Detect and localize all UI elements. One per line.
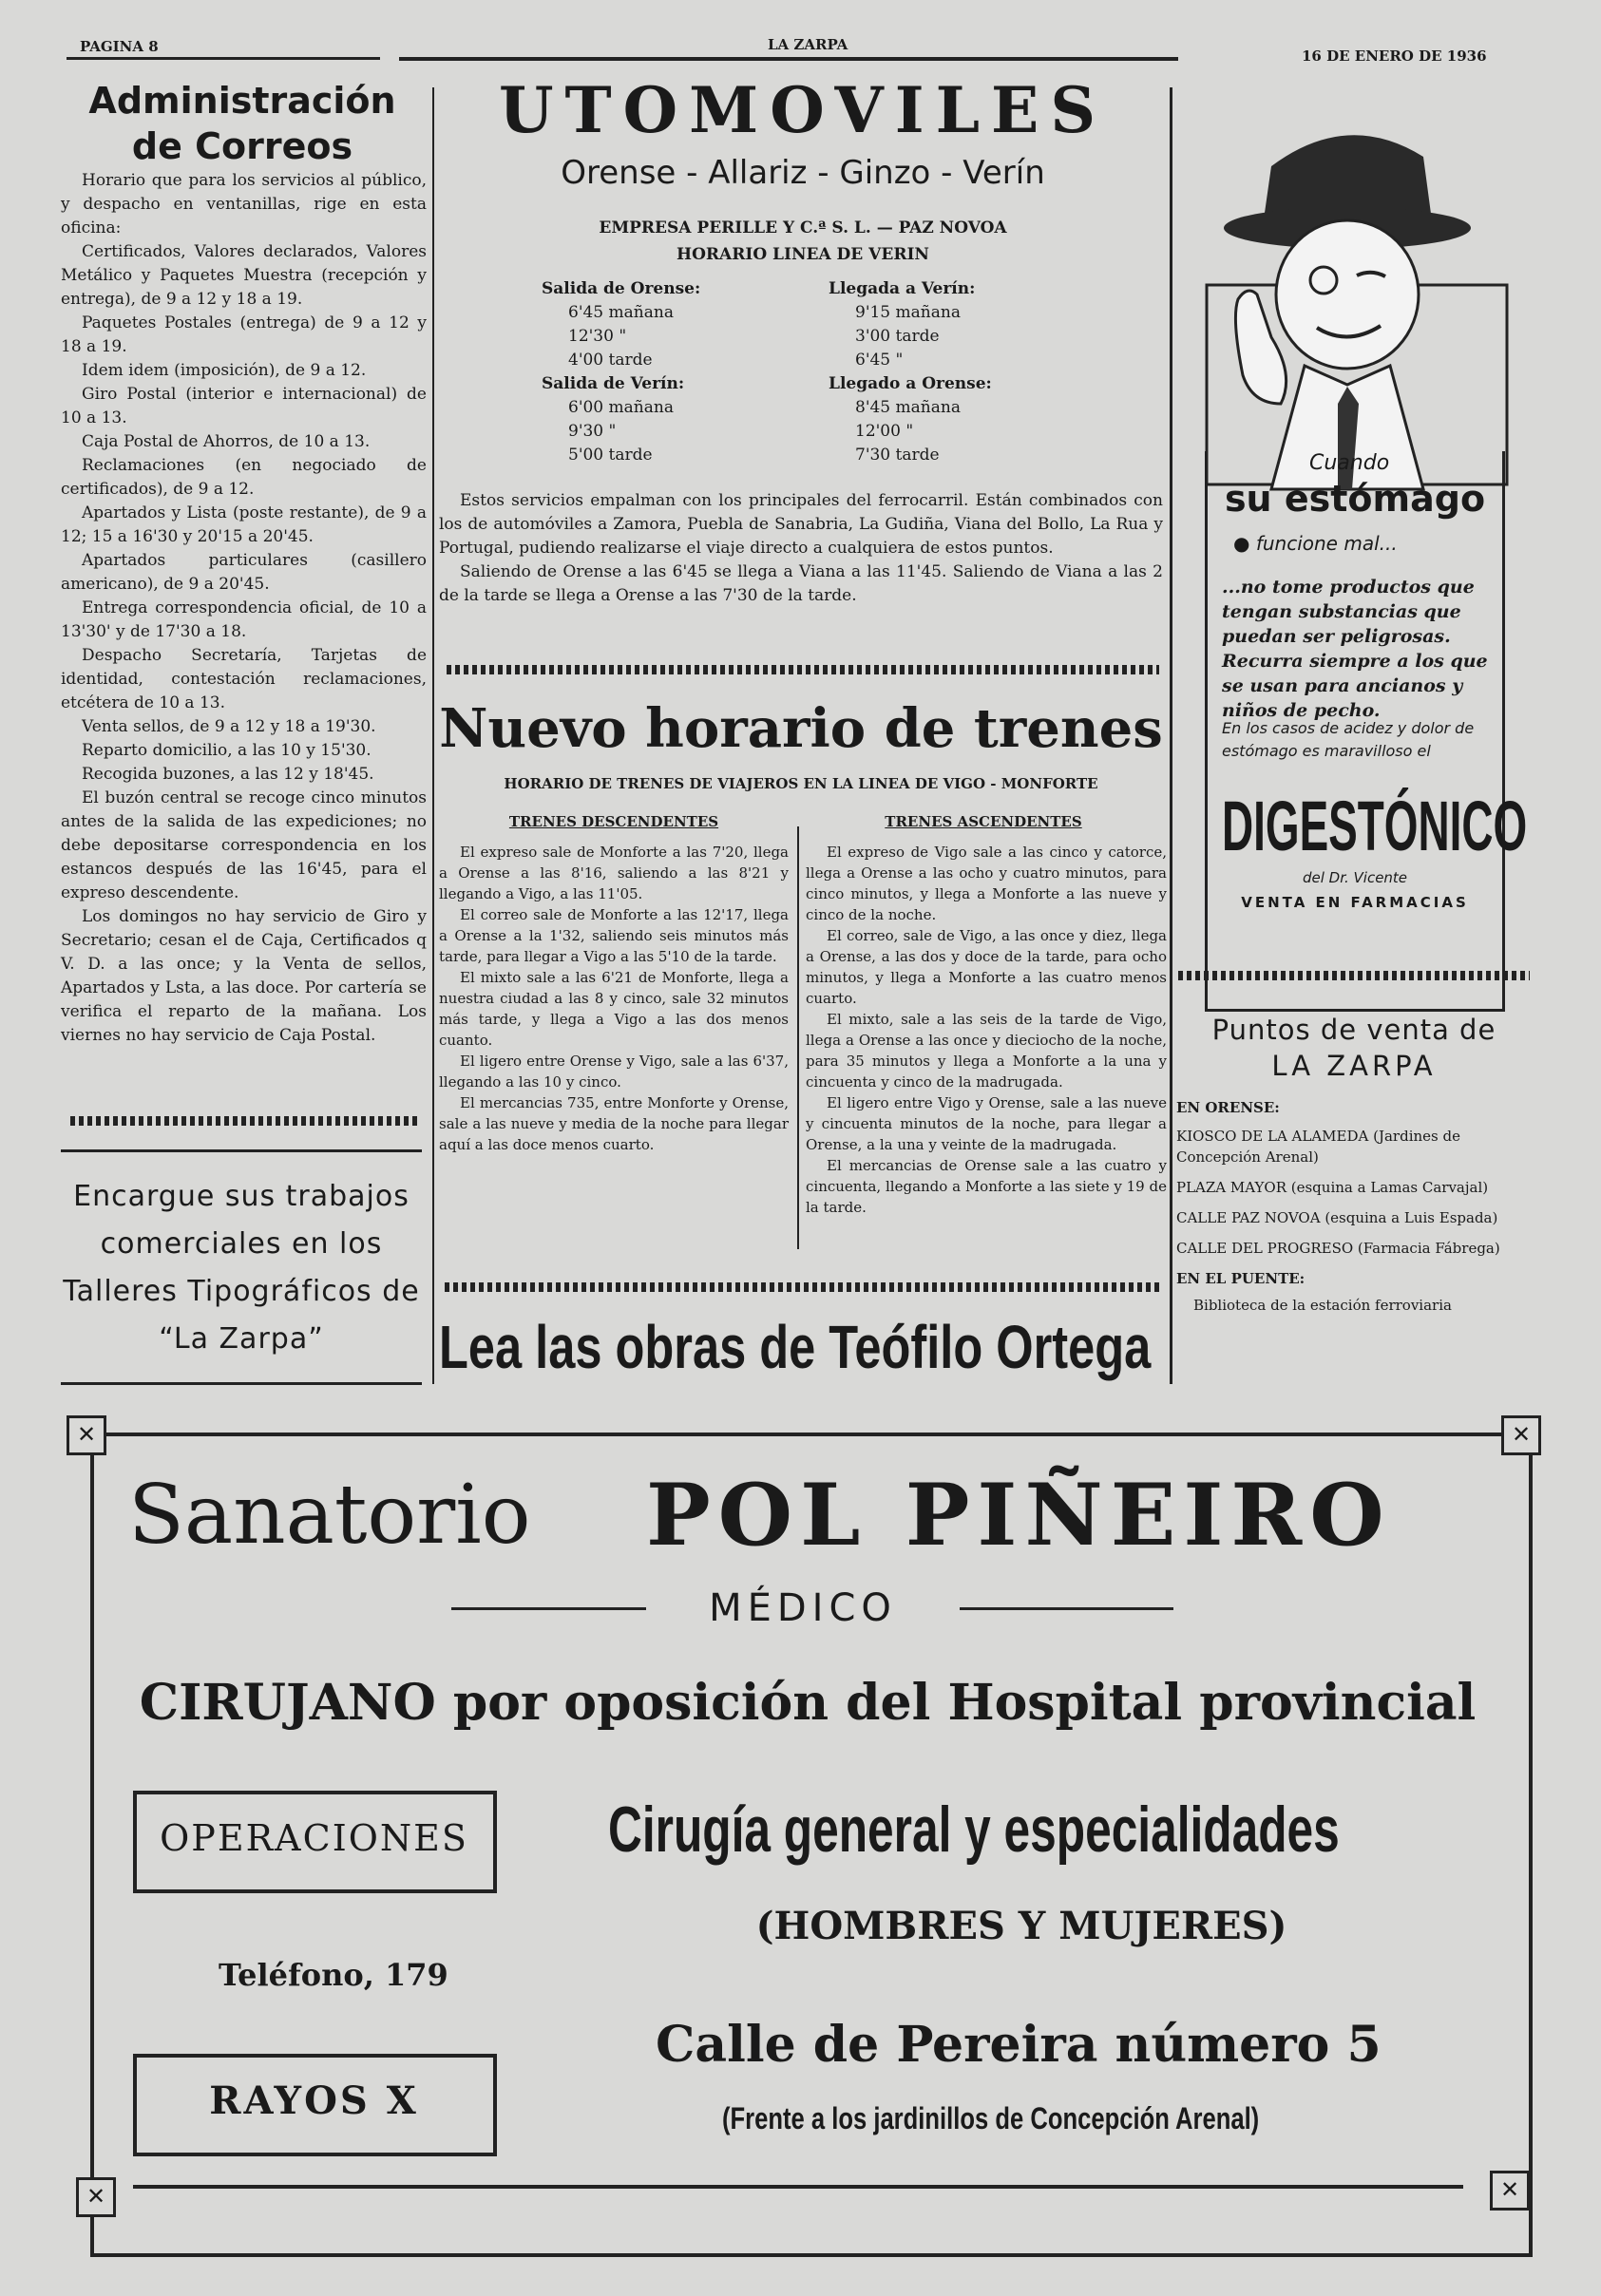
cirugia-box	[570, 1791, 1482, 1871]
automoviles-company: EMPRESA PERILLE Y C.ª S. L. — PAZ NOVOA	[599, 218, 1007, 237]
train-entry: El ligero entre Vigo y Orense, sale a las nueve y cincuenta minutos de la noche, para llegar a Orense, a la una y veinte de la madrugada.	[806, 1094, 1167, 1153]
corner-ornament-icon: ✕	[1490, 2171, 1530, 2211]
schedule-left	[542, 277, 827, 467]
ad-cuando: Cuando	[1309, 451, 1390, 475]
issue-date: 16 DE ENERO DE 1936	[1302, 47, 1487, 65]
man-illustration	[1205, 90, 1509, 489]
schedule-time: 12'30 "	[568, 327, 627, 346]
ad-brand: DIGESTÓNICO	[1222, 787, 1528, 865]
dotted-separator	[447, 665, 1159, 674]
puntos-item: CALLE DEL PROGRESO (Farmacia Fábrega)	[1176, 1240, 1500, 1257]
automoviles-note: Saliendo de Orense a las 6'45 se llega a Viana a las 11'45. Saliendo de Viana a las 2 de la tarde se llega a Orense a las 7'30 de la tarde.	[439, 562, 1163, 605]
sanatorio-cirugia: Cirugía general y especialidades	[608, 1793, 1340, 1866]
correos-paragraph: Idem idem (imposición), de 9 a 12.	[82, 361, 367, 380]
correos-paragraph: Apartados particulares (casillero americano), de 9 a 20'45.	[61, 551, 427, 594]
medico-rule	[960, 1607, 1173, 1610]
header-rule	[67, 57, 380, 60]
dotted-separator	[1178, 971, 1530, 980]
trenes-asc-heading: TRENES ASCENDENTES	[885, 813, 1082, 830]
correos-paragraph: Despacho Secretaría, Tarjetas de identidad, contestación reclamaciones, etcétera de 10 a 13.	[61, 646, 427, 712]
sanatorio-cirujano: CIRUJANO por oposición del Hospital provincial	[139, 1674, 1477, 1732]
trenes-subtitle: HORARIO DE TRENES DE VIAJEROS EN LA LINEA DE VIGO - MONFORTE	[504, 775, 1098, 792]
corner-ornament-icon: ✕	[76, 2177, 116, 2217]
sanatorio-operaciones: OPERACIONES	[160, 1817, 468, 1859]
trenes-descendentes	[439, 842, 789, 1155]
schedule-time: 9'15 mañana	[855, 303, 961, 322]
sanatorio-title-b: POL PIÑEIRO	[646, 1465, 1392, 1565]
automoviles-notes	[439, 489, 1163, 608]
correos-title	[67, 78, 418, 169]
ad-brand-box	[1222, 784, 1528, 871]
schedule-heading: Llegado a Orense:	[829, 374, 992, 393]
puntos-title-line: LA ZARPA	[1271, 1050, 1437, 1082]
automoviles-note: Estos servicios empalman con los principales del ferrocarril. Están combinados con los de automóviles a Zamora, Puebla de Sanabria, La Gudiña, Viana del Bollo, La Rua y Portugal, pudiendo realizarse el viaje directo a cualquiera de estos puntos.	[439, 491, 1163, 558]
column-rule	[797, 826, 799, 1249]
face	[1276, 220, 1419, 369]
schedule-time: 6'45 mañana	[568, 303, 674, 322]
correos-paragraph: Reclamaciones (en negociado de certificados), de 9 a 12.	[61, 456, 427, 499]
correos-title-line: Administración	[88, 80, 396, 122]
schedule-heading: Salida de Orense:	[542, 279, 701, 298]
header-rule	[399, 57, 1178, 61]
correos-paragraph: Paquetes Postales (entrega) de 9 a 12 y 18 a 19.	[61, 313, 427, 356]
sanatorio-title-a: Sanatorio	[128, 1468, 531, 1563]
train-entry: El expreso de Vigo sale a las cinco y catorce, llega a Orense a las ocho y cuatro minutos, para cinco minutos, y llega a Monforte a las nueve y cinco de la noche.	[806, 844, 1167, 923]
correos-body	[61, 169, 427, 1048]
sanatorio-rayos: RAYOS X	[209, 2078, 419, 2123]
correos-paragraph: El buzón central se recoge cinco minutos antes de la salida de las expediciones; no debe depositarse correspondencia en los estancos después de las 16'45, para el expreso descendente.	[61, 788, 427, 902]
schedule-time: 7'30 tarde	[855, 446, 940, 465]
ad-estomago: su estómago	[1224, 478, 1486, 520]
puntos-heading: EN ORENSE:	[1176, 1099, 1280, 1116]
correos-paragraph: Los domingos no hay servicio de Giro y Secretario; cesan el de Caja, Certificados q V. D. a las once; y la Venta de sellos, Apartados y Lsta, a las doce. Por cartería se verifica el reparto de la mañana. Los viernes no hay servicio de Caja Postal.	[61, 907, 427, 1045]
schedule-time: 12'00 "	[855, 422, 914, 441]
ad-casos: En los casos de acidez y dolor de estómago es maravilloso el	[1222, 719, 1475, 760]
puntos-list	[1176, 1097, 1533, 1316]
trenes-ascendentes	[806, 842, 1167, 1218]
teofilo-ad	[439, 1311, 1163, 1387]
ad-funcione-text: funcione mal...	[1255, 532, 1398, 555]
newspaper-title: LA ZARPA	[768, 36, 848, 53]
train-entry: El mercancias de Orense sale a las cuatro y cincuenta, llegando a Monforte a las siete y 19 de la tarde.	[806, 1157, 1167, 1216]
dotted-separator	[70, 1116, 417, 1126]
frente-box	[722, 2099, 1368, 2137]
correos-paragraph: Recogida buzones, a las 12 y 18'45.	[82, 765, 374, 784]
train-entry: El expreso sale de Monforte a las 7'20, llega a Orense a las 8'16, saliendo a las 8'21 y llegando a Vigo, a las 11'05.	[439, 844, 789, 902]
train-entry: El correo sale de Monforte a las 12'17, llega a Orense a la 1'32, saliendo seis minutos más tarde, para llegar a Vigo a las 5'10 de la tarde.	[439, 906, 789, 965]
talleres-ad: Encargue sus trabajos comerciales en los Talleres Tipográficos de “La Zarpa”	[63, 1180, 420, 1356]
sanatorio-hombres: (HOMBRES Y MUJERES)	[755, 1904, 1287, 1948]
train-entry: El correo, sale de Vigo, a las once y diez, llega a Orense, a las dos y doce de la tarde, para ocho minutos, y llega a Monforte a las cuatro menos cuarto.	[806, 927, 1167, 1007]
medico-rule	[451, 1607, 646, 1610]
correos-paragraph: Certificados, Valores declarados, Valores Metálico y Paquetes Muestra (recepción y entrega), de 9 a 12 y 18 a 19.	[61, 242, 427, 309]
correos-paragraph: Horario que para los servicios al público, y despacho en ventanillas, rige en esta oficina:	[61, 171, 427, 237]
automoviles-line: HORARIO LINEA DE VERIN	[677, 245, 929, 264]
correos-paragraph: Giro Postal (interior e internacional) de 10 a 13.	[61, 385, 427, 427]
schedule-time: 6'45 "	[855, 351, 904, 370]
correos-paragraph: Entrega correspondencia oficial, de 10 a 13'30' y de 17'30 a 18.	[61, 598, 427, 641]
sanatorio-telefono: Teléfono, 179	[219, 1957, 448, 1993]
train-entry: El mixto, sale a las seis de la tarde de Vigo, llega a Orense a las once y dieciocho de la noche, para 35 minutos y llega a Monforte a la una y cincuenta y cinco de la madrugada.	[806, 1011, 1167, 1091]
train-entry: El ligero entre Orense y Vigo, sale a las 6'37, llegando a las 10 y cinco.	[439, 1053, 789, 1091]
schedule-right	[829, 277, 1114, 467]
puntos-item: CALLE PAZ NOVOA (esquina a Luis Espada)	[1176, 1209, 1498, 1226]
train-entry: El mixto sale a las 6'21 de Monforte, llega a nuestra ciudad a las 8 y cinco, sale 32 minutos más tarde, y llega a Vigo a las dos menos cuanto.	[439, 969, 789, 1049]
correos-title-line: de Correos	[131, 125, 353, 167]
section-rule	[61, 1382, 422, 1385]
schedule-time: 4'00 tarde	[568, 351, 653, 370]
correos-paragraph: Reparto domicilio, a las 10 y 15'30.	[82, 741, 372, 760]
bottom-rule	[133, 2185, 1463, 2189]
schedule-time: 8'45 mañana	[855, 398, 961, 417]
teofilo-text: Lea las obras de Teófilo Ortega	[439, 1313, 1152, 1381]
digestonico-ad	[1205, 90, 1528, 945]
sanatorio-medico: MÉDICO	[709, 1586, 897, 1630]
schedule-time: 9'30 "	[568, 422, 617, 441]
ad-venta: VENTA EN FARMACIAS	[1241, 894, 1469, 911]
ad-funcione: ● funcione mal...	[1233, 532, 1398, 555]
puntos-title	[1178, 1012, 1530, 1084]
dotted-separator	[445, 1282, 1162, 1292]
train-entry: El mercancias 735, entre Monforte y Orense, sale a las nueve y media de la noche para llegar aquí a las doce menos cuarto.	[439, 1094, 789, 1153]
page-number: PAGINA 8	[80, 38, 159, 55]
correos-paragraph: Apartados y Lista (poste restante), de 9 a 12; 15 a 16'30 y 20'15 a 20'45.	[61, 503, 427, 546]
corner-ornament-icon: ✕	[67, 1415, 106, 1455]
ad-body: ...no tome productos que tengan substancias que puedan ser peligrosas. Recurra siempre a los que se usan para ancianos y niños de pecho.	[1222, 577, 1488, 721]
trenes-title: Nuevo horario de trenes	[439, 697, 1163, 760]
corner-ornament-icon: ✕	[1501, 1415, 1541, 1455]
puntos-title-line: Puntos de venta de	[1211, 1014, 1496, 1046]
puntos-item: KIOSCO DE LA ALAMEDA (Jardines de Concepción Arenal)	[1176, 1128, 1460, 1166]
puntos-item: Biblioteca de la estación ferroviaria	[1193, 1297, 1452, 1314]
correos-paragraph: Venta sellos, de 9 a 12 y 18 a 19'30.	[82, 717, 376, 736]
sanatorio-frente: (Frente a los jardinillos de Concepción Arenal)	[722, 2101, 1260, 2135]
puntos-item: PLAZA MAYOR (esquina a Lamas Carvajal)	[1176, 1179, 1489, 1196]
automoviles-title: UTOMOVILES	[498, 73, 1107, 147]
puntos-heading: EN EL PUENTE:	[1176, 1270, 1306, 1287]
schedule-time: 6'00 mañana	[568, 398, 674, 417]
schedule-heading: Llegada a Verín:	[829, 279, 976, 298]
automoviles-route: Orense - Allariz - Ginzo - Verín	[561, 154, 1045, 192]
correos-paragraph: Caja Postal de Ahorros, de 10 a 13.	[82, 432, 371, 451]
column-rule	[1170, 87, 1172, 1384]
schedule-heading: Salida de Verín:	[542, 374, 685, 393]
schedule-time: 5'00 tarde	[568, 446, 653, 465]
section-rule	[61, 1149, 422, 1152]
schedule-time: 3'00 tarde	[855, 327, 940, 346]
sanatorio-calle: Calle de Pereira número 5	[656, 2016, 1382, 2074]
ad-doctor: del Dr. Vicente	[1302, 869, 1408, 886]
trenes-desc-heading: TRENES DESCENDENTES	[508, 813, 719, 830]
column-rule	[432, 87, 434, 1384]
